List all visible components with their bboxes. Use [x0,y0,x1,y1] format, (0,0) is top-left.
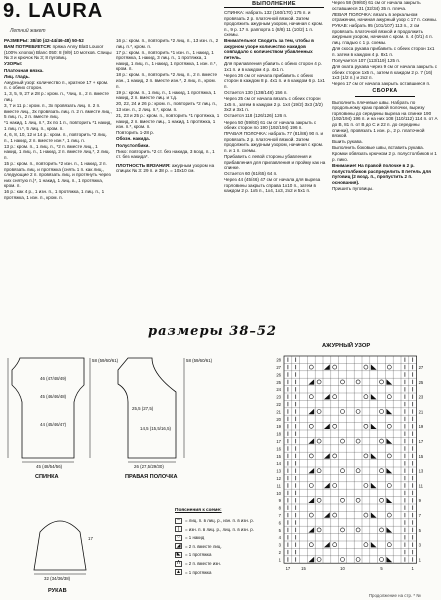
back-caption: СПИНКА [35,474,59,480]
chart-row-number: 6 [278,520,281,526]
chart-row-number: 27 [276,365,281,370]
front-label-1: 58 (59/60/61) [186,358,213,363]
chart-col-number: 5 [380,566,383,572]
legend-text: = 2 п. вместе изн. [185,561,221,566]
mid-row-16: 16 р.: кром. п., повторить *2 лиц. п., 13 изн. п., 2 лиц. п.*, кром. п. [116,38,219,49]
patterns-heading: УЗОРЫ: [4,61,23,67]
chart-title: АЖУРНЫЙ УЗОР [322,343,371,349]
density-heading: ПЛОТНОСТЬ ВЯЗАНИЯ: [116,162,171,168]
back-increase: Через 26 см от начала прибавить с обеих сторон в каждом 8 р. 4х1 п. и в каждом 6 р. 1х1 п. [224,72,325,89]
right-front-instructions: ПРАВАЯ ПОЛОЧКА: набрать 77 (81/86) 90 п. и провязать 2 р. платочной вязкой. Затем продолжить ажурным узором, начиная с кром. п. и 1 п. схемы. [224,131,324,153]
back-remaining-2: Остается 118 (126/126) 126 п. [224,113,288,119]
left-text-column [4,38,112,278]
sleeve-increase: Для скоса рукава прибавить с обеих сторон 1х1 п. затем в каждом 4 р. 8х1 п. [332,46,435,57]
pattern-lace-intro: Ажурный узор: количество п., кратное 17 + кром. п. с обеих сторон. [4,79,109,91]
back-shoulder: Через 50 (59/60) 61 см от начала закрыть с обеих сторон по 190 (192/194) 196 п. [224,119,317,131]
chart-row-number: 25 [276,379,281,385]
sleeve-close: Через 17 см от начала закрыть оставшиеся п. [332,81,431,87]
sizes-banner: размеры 38–52 [148,324,277,339]
mid-row-17: 17 р.: кром. п., повторить *1 изн. п., 1 накид, 1 протяжка, 1 накид, 3 лиц. п., 1 протяжка, 1 накид, 1 лиц. п., 1 накид, 1 протяжка, 1 изн. п.*, кром. п. [116,49,217,72]
chart-row-number: 10 [276,490,281,496]
legend-text: = изн. п. в лиц. р., лиц. п. в изн. р. [185,526,254,532]
assembly-side-seams: Выполнить боковые швы, вставить рукава. [332,145,424,151]
front-label-3: 14,5 (15,5/16,5) [140,426,172,431]
chart-row-number: 24 [276,387,281,393]
assembly-shoulders: Выполнить плечевые швы. Набрать по продольному краю правой полочки, вырезу горловины до середины вырезa на спинке 190 (192/194) 196 п. и на них 108 (110/112) 114 п. от А до В, 81 п. от В до С и 22 п. до середины спинки), провязать 1 изн. р., 2 р. платочной вязкой. [332,99,438,139]
mid-row-18: 18 р.: кром. п., повторить *2 лиц. п., 2 п. вместе изн., 1 накид, 2 п. вместе изн.*, 2 лиц. п., кром. п. [116,72,218,89]
chart-row-number: 8 [278,505,281,511]
sleeve-cap: Для окатa рукава через 9 см от начала закрыть с обеих сторон 1х5 п., затем в каждом 2 р. 7 (16) 1х3 (1/2 п.) и 2х2 п. [332,63,438,81]
chart-col-number: 10 [340,566,345,572]
chart-row-number-right: 23 [418,394,424,400]
materials-heading: ВАМ ПОТРЕБУЕТСЯ: [4,44,52,50]
chart-row-number: 20 [276,416,281,422]
chart-row-number: 11 [276,483,281,489]
section-execution: ВЫПОЛНЕНИЕ [224,1,324,8]
pattern-stockinette: Лиц. гладь. [4,73,30,79]
mid-repeat: Повторить 1-28 р. [116,130,154,136]
chart-row-number: 23 [276,394,281,400]
legend-symbol: ◣ [176,551,181,558]
left-front-instructions: ЛЕВАЯ ПОЛОЧКА: вязать в зеркальном отражении, начиная ажурный узор с 17 п. схемы. [332,11,438,23]
chart-row-number-right: 25 [418,379,424,385]
chart-row-number-right: 27 [418,365,424,370]
chart-row-number: 16 [276,446,281,452]
legend-item [175,551,211,558]
chart-row-number: 17 [276,439,281,444]
right-front-remaining: Остается 60 (61/65) 64 п. [224,171,278,177]
back-remaining-1: Остается 130 (138/148) 156 п. [224,90,288,96]
materials-text: пряжа Anny Blatt Louxor (100% хлопок) Blanc 050: 8 (9/9) 10 мотков. Спицы № 3 и крючок № 3; 8 пуговиц. [4,44,112,61]
chart-row-number: 4 [278,535,281,541]
chart-col-number: 17 [285,566,291,572]
mid-picot: Пико: повторить *2 ст. без накида, 3 возд. п., 1 ст. без накида*. [116,148,215,160]
chart-row-number-right: 1 [418,557,421,563]
pattern-row-4: 4, 6, 8, 10, 12 и 14 р.: кром. п., повторить *2 лиц. п., 1 накид, 2 п. вместе изн.*, 1 лиц. п. [4,132,107,143]
sleeve-label-2: 32 (34/36/38) [44,576,71,581]
back-label-2: 46 (47/48/49) [40,376,67,381]
assembly-buttons: Пришить пуговицы. [332,185,374,191]
chart-row-number: 28 [276,357,281,363]
mid-row-21: 21, 23 и 25 р.: кром. п., повторить *1 протяжка, 1 накид, 2 п. вместе лиц., 1 накид, 1 протяжка, 1 изн. п.*, кром. п. [116,113,220,130]
back-label-5: 45 (48/54/56) [36,464,63,469]
legend-item [175,534,204,541]
assembly-edging: Кромки обвязать крючком 2 р. полустолбиков и 1 р. пико. [332,151,437,163]
legend-item [175,543,222,550]
back-label-4: 44 (45/46/47) [40,422,67,427]
chart-row-number: 1 [278,557,281,563]
chart-row-number: 7 [278,513,281,518]
chart-row-number-right: 9 [418,498,421,504]
legend-item [175,526,254,533]
legend-text: = 1 протяжка [185,552,212,558]
density-text: ажурным узором на спицах № 3: 29 п. и 38 р. = 10х10 см. [116,162,215,174]
chart-row-number: 3 [278,542,281,548]
chart-row-number-right: 3 [418,542,421,548]
chart-row-number: 18 [276,431,281,437]
right-text-column [224,10,326,310]
right-front-shaping: Прибавить с левой стороны убавления и прибавления для прилавления и пройму как на спинке. [224,154,326,171]
legend-item [175,560,221,567]
chart-row-number-right: 7 [418,513,421,518]
legend-text: = 1 протяжка [185,569,212,575]
legend-symbol: ○ [176,534,181,541]
page-footer: Продолжение на стр. * № [368,593,421,598]
legend-symbol: | [175,526,182,532]
chart-row-number: 2 [278,550,281,555]
chart-row-number: 22 [276,402,281,407]
pattern-row-3b: *1 накид, 1 лиц. п.*, 3х по 1 п., повторить *1 накид, 1 лиц. п.*, 5 лиц. п., кром. п. [4,120,112,131]
pattern-subtitle: Летний жакет [10,28,46,34]
chart-row-number: 13 [276,468,281,474]
assembly-sleeves: Вшить рукава. [332,139,363,145]
sizes-text: РАЗМЕРЫ: 38/40 (42-44/46-48) 50-52 [4,38,84,43]
back-instructions: СПИНКА: набрать 132 (160/170) 175 п. и провязать 2 р. платочной вязкой. Затем продолжить ажурным узором, начиная с кром. п., 9 р. 17 п. раппорта 1 (8/8) 11 (10/2) 1 п. схемы. [224,10,324,38]
mid-yarnover-label: Обозн. накида. [116,136,150,142]
sleeve-caption: РУКАВ [48,588,67,594]
mid-row-20: 20, 22, 24 и 26 р.: кром. п., повторить *2 лиц. п., 13 изн. п., 2 лиц. п.*, кром. п. [116,101,218,112]
back-label-3: 45 (46/46/48) [40,394,67,399]
far-right-text-column [332,0,438,318]
legend-symbol: – [175,518,182,524]
front-caption: ПРАВАЯ ПОЛОЧКА [125,474,178,480]
chart-row-number-right: 19 [418,424,424,430]
legend-symbol: ◢ [176,542,181,549]
legend-text: = 2 п. вместе лиц. [185,543,222,549]
legend-item [175,569,211,576]
sleeve-total: Получается 107 (113/119) 125 п. [332,57,401,63]
back-outline [12,358,84,458]
chart-row-number: 9 [278,498,281,504]
middle-text-column [116,38,220,278]
pattern-row-3: 3, 7 и 11 р.: кром. п., 3х провязать лиц. п. 2 п. вместе лиц., 3х провязать лиц. п. 2 п. вместе лиц., 5 лиц. п., 2 п. вместе лиц. [4,103,112,120]
chart-row-number: 12 [276,476,281,481]
sleeve-label-1: 17 [88,536,93,541]
lace-chart [268,352,440,582]
chart-row-number: 15 [276,453,281,459]
pattern-row-15: 15 р.: кром. п., повторить *2 изн. п., 1 накид, 2 п. провязать лиц. и протяжка (снять 1 п. как лиц., следующие 2 п. провязать лиц. и протянуть через них снятую п.)*, 1 накид, 1 лиц. п., 1 протяжка, кром. п. [4,161,111,189]
sleeve-outline [34,521,86,570]
legend-symbol: Λ [176,560,181,566]
attention-note: Внимательно! Сводить за тем, чтобы в ажурном узоре количество накидов совпадало с количеством убавленных петель. [224,38,314,60]
pattern-title: 9. LAURA [3,0,104,22]
chart-row-number-right: 11 [418,483,423,489]
chart-row-number: 26 [276,372,281,378]
far-shoulder: Через 58 (59/60) 61 см от начала закрыть оставшиеся 31 (32/34) 35 п. плеча. [332,0,421,11]
legend-text: = лиц. п. в лиц. р., изн. п. в изн. р. [185,518,254,523]
section-assembly: СБОРКА [355,89,415,97]
pattern-garter: Платочная вязка. [4,67,44,73]
right-front-neck: Через 44 (45/46) 47 см от начала для выреза горловины закрыть справа 1х10 п., затем в каждом 2 р. 1х5 п., 1х4, 1х3, 2х2 и 5х1 п. [224,177,321,194]
pattern-row-13: 13 р.: кром. п., 1 лиц. п., *2 п. вместе лиц., 1 накид. 1 лиц. п., 1 накид, 2 п. вместе лиц.*, 2 лиц. п. [4,143,110,160]
assembly-buttonholes: Внимание! На правой полочке в 2 р. полустолбиков распределить 8 петель для пуговиц (2 возд. п., пропустить 2 п. основания). [332,163,431,185]
chart-row-number: 14 [276,461,281,467]
back-armhole: Через 25 см от начала вязать с обеих сторон 1х5 п., затем в каждом 2 р. 1х4 (19/2) 3х3 (3/2) 3х2 и 3х1 п. [224,96,323,113]
mid-halfcrochet-label: Полустолбики. [116,142,150,148]
back-shaping: Для прилавления убавить с обеих сторон 4 р. 1х1 п. и в каждом 4 р. 4х1 п. [224,61,322,72]
chart-row-number-right: 15 [418,453,424,459]
pattern-row-1: 1, 3, 5, 9, 27 и 28 р.: кром. п., *лиц. п., 2 п. вместе лиц. [4,91,109,103]
chart-row-number: 21 [276,409,281,415]
chart-row-number-right: 5 [418,527,421,533]
pattern-row-16a: 16 р.: как 4 р., 1 изн. п., 1 протяжка, 1 лиц. п., 1 протяжка, 1 изн. п., кром. п. [4,189,105,200]
chart-row-number: 19 [276,424,281,430]
mid-row-19: 19 р.: кром. п., 1 лиц. п., 1 накид, 1 протяжка, 1 накид, 2 п. вместе лиц. и т.д. [116,89,216,101]
front-label-4: 26 (27,5/29/30) [134,464,164,469]
front-label-2: 25,5 (27,5) [132,406,154,411]
legend-item [175,517,254,524]
chart-col-number: 1 [411,566,414,572]
legend-title: Пояснения к схеме: [175,508,222,513]
chart-row-number-right: 17 [418,439,424,444]
chart-row-number-right: 21 [418,409,424,415]
back-label-1: 58 (59/60/61) [92,358,119,363]
legend-text: = 1 накид [185,535,205,541]
chart-col-number: 15 [301,566,306,572]
chart-row-number: 5 [278,527,281,533]
chart-row-number-right: 13 [418,468,424,474]
legend-symbol: ▲ [176,568,181,575]
sleeve-instructions: РУКАВ: набрать 95 (101/107) 113 п., 2 см провязать платочной вязкой и продолжить ажурным узором, начиная с кром. п. 4 (0/1) 4 п. лиц. гладью с 1 р. схемы. [332,23,433,46]
